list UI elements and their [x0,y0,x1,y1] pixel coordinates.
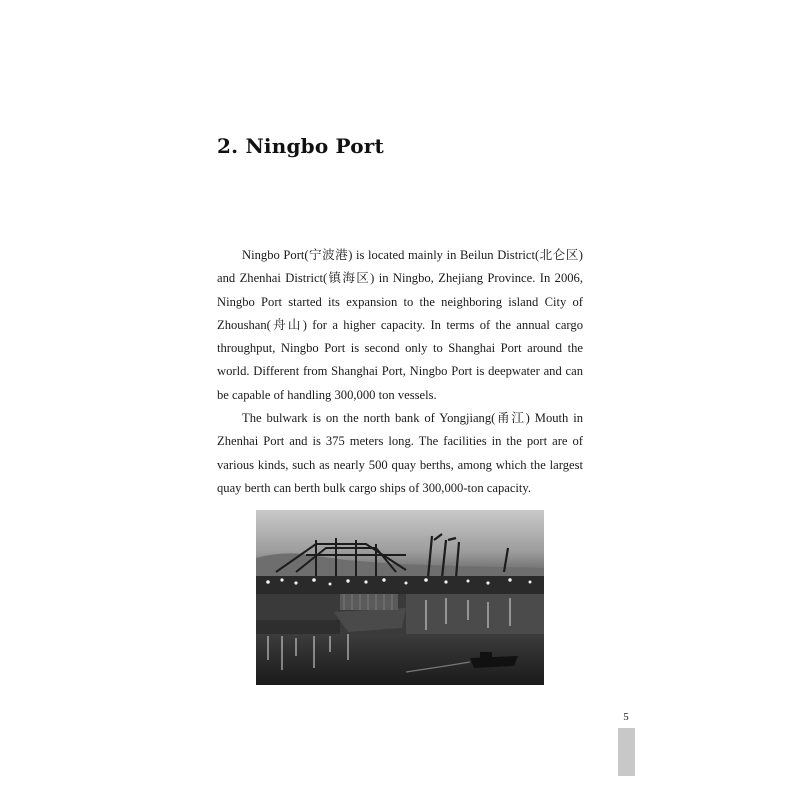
page-number: 5 [623,711,629,723]
paragraph-1: Ningbo Port(宁波港) is located mainly in Beilun District(北仑区) and Zhenhai District(镇海区) in Ningbo, Zhejiang Province. In 2006, Ningbo Port started its expansion to the neighboring island City of Zhoushan(舟山) for a higher capacity. In terms of the annual cargo throughput, Ningbo Port is second only to Shanghai Port around the world. Different from Shanghai Port, Ningbo Port is deepwater and can be capable of handling 300,000 ton vessels. [217,248,583,402]
port-photo [256,510,544,685]
body-text [217,244,583,500]
paragraph-2: The bulwark is on the north bank of Yongjiang(甬江) Mouth in Zhenhai Port and is 375 meters long. The facilities in the port are of various kinds, such as nearly 500 quay berths, among which the largest quay berth can berth bulk cargo ships of 300,000-ton capacity. [217,411,583,495]
section-title: 2. Ningbo Port [217,134,384,158]
page-tab-marker [618,728,635,776]
